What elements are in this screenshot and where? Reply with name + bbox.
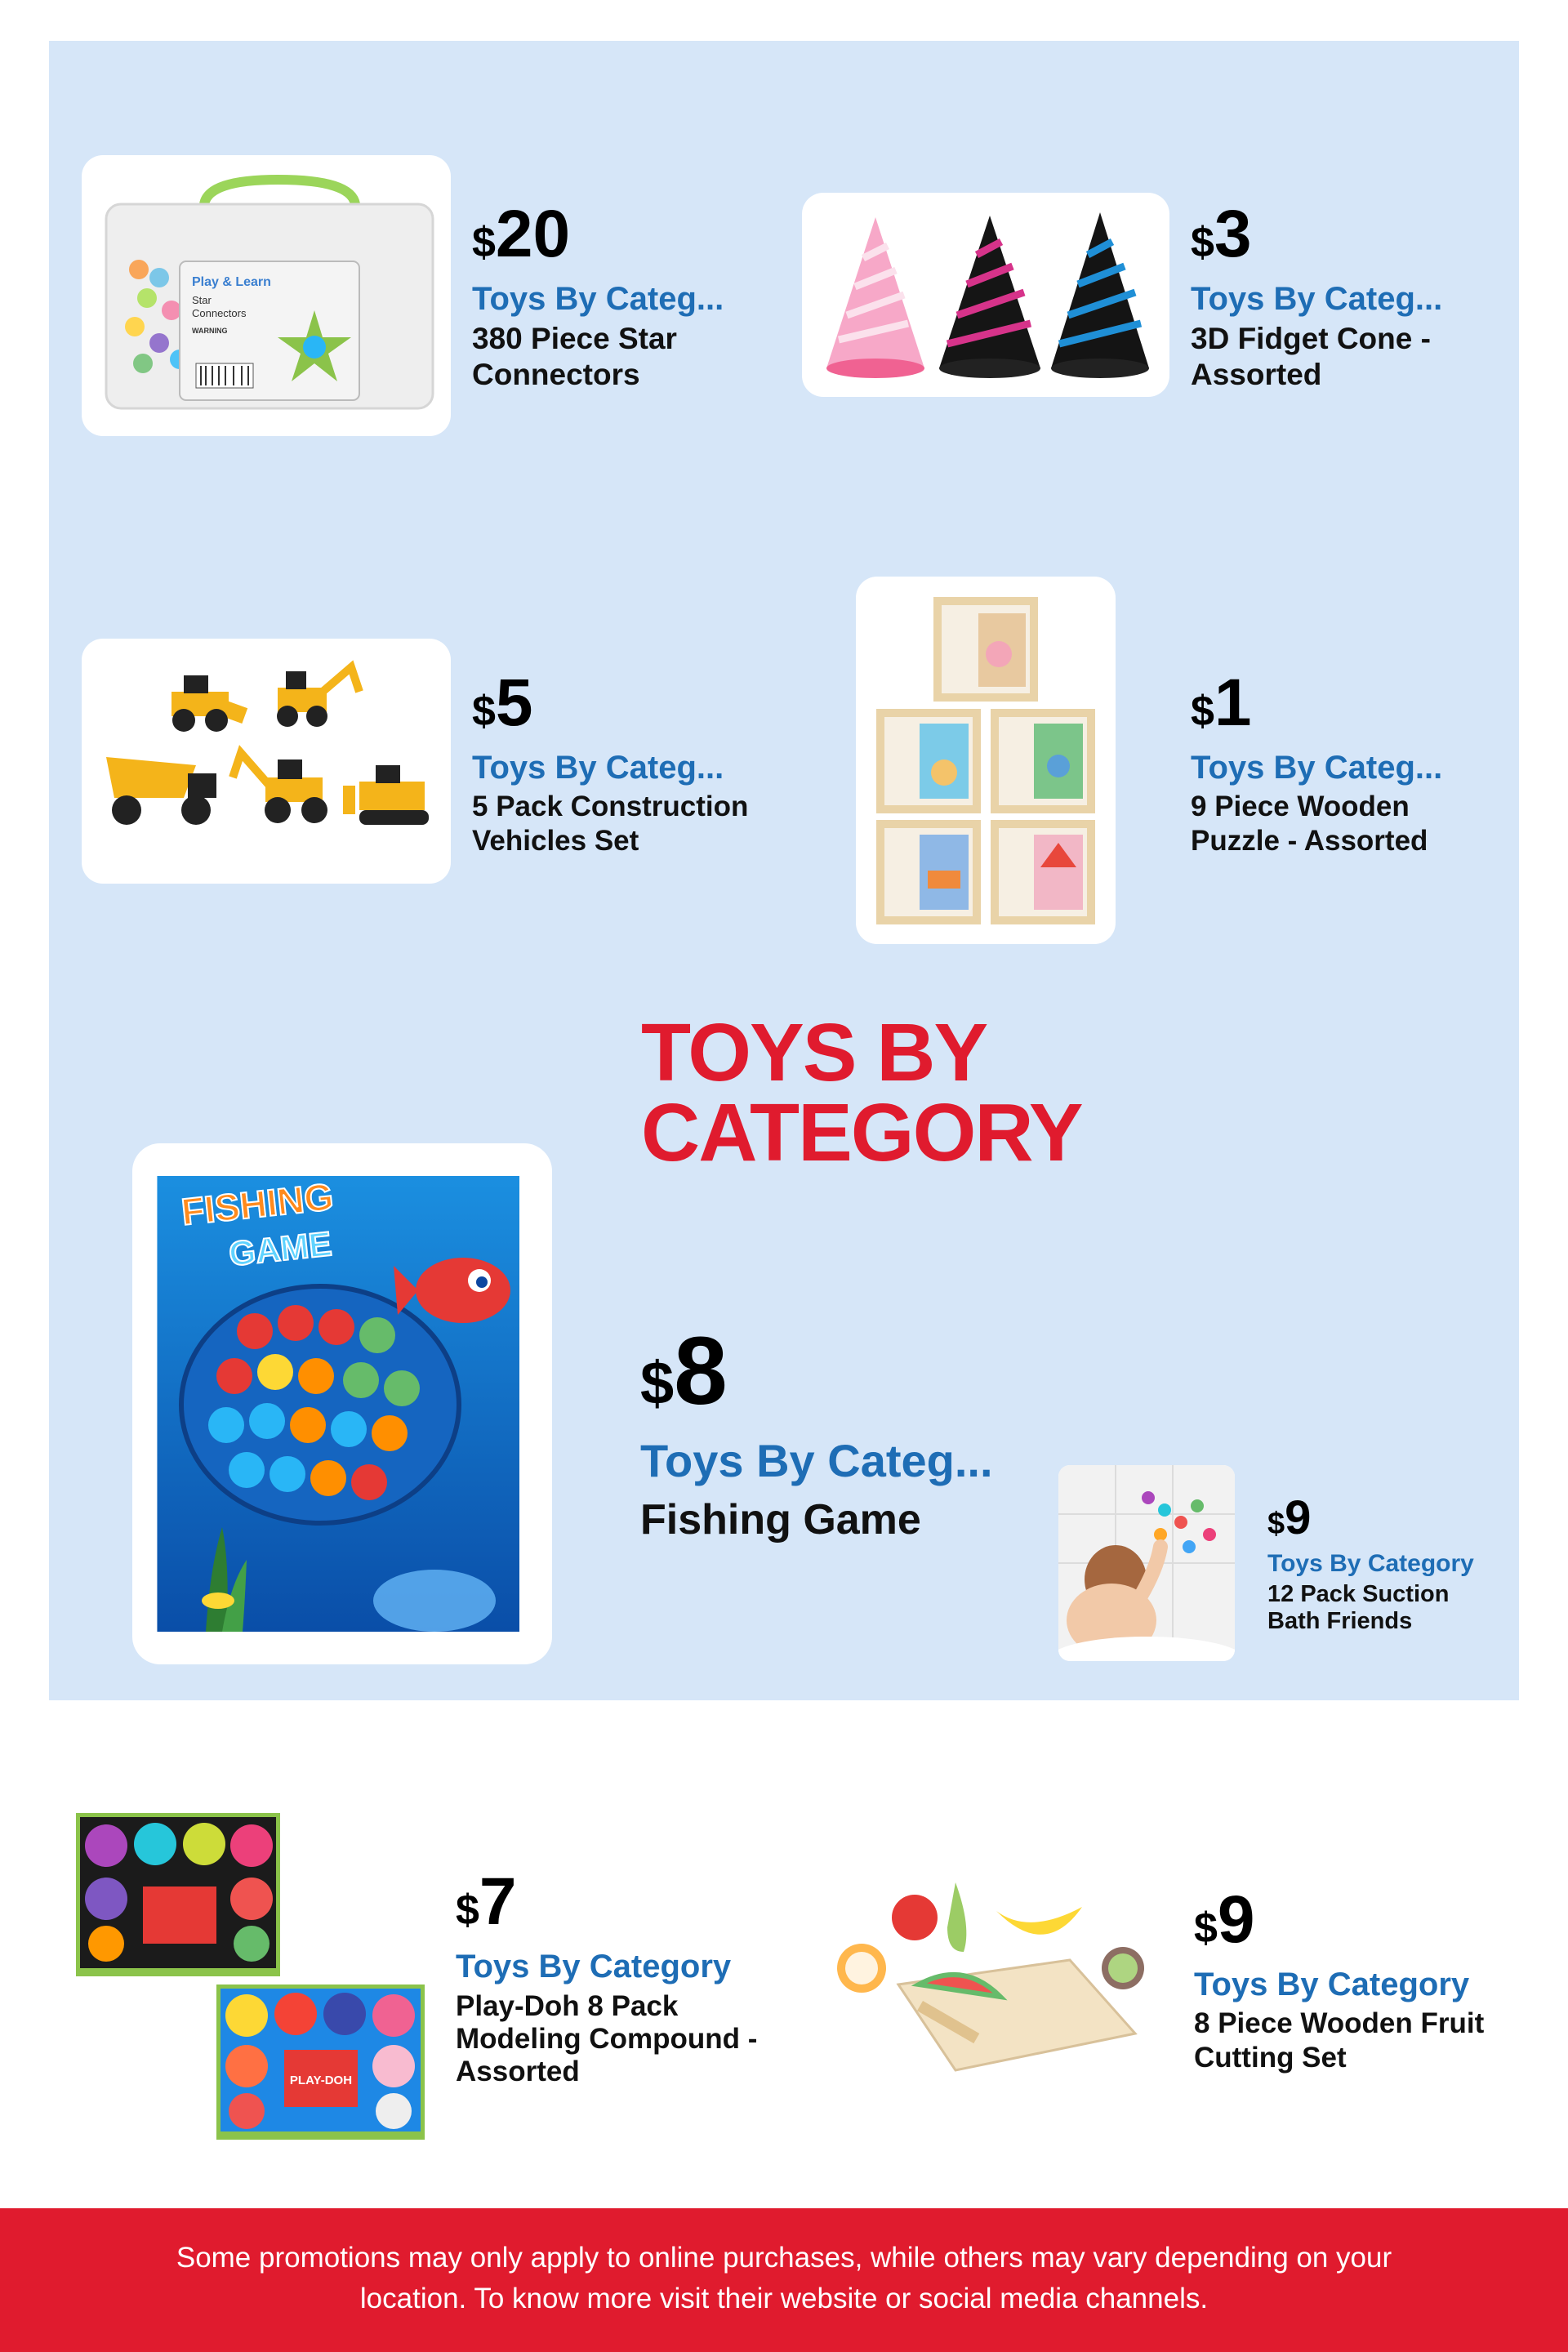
product-star-connectors[interactable] xyxy=(472,197,782,393)
product-name[interactable]: Play-Doh 8 Pack Modeling Compound - Assorted xyxy=(456,1990,758,2087)
product-playdoh[interactable] xyxy=(456,1864,782,2088)
product-wooden-puzzle[interactable] xyxy=(1191,666,1501,858)
product-name[interactable]: 9 Piece Wooden Puzzle - Assorted xyxy=(1191,791,1428,857)
product-fishing-game[interactable] xyxy=(640,1317,1065,1546)
disclaimer-text: Some promotions may only apply to online purchases, while others may vary depending on your location. To know more visit their website or social media channels. xyxy=(176,2242,1392,2314)
product-construction-vehicles[interactable] xyxy=(472,666,782,858)
product-name[interactable]: 3D Fidget Cone - Assorted xyxy=(1191,322,1431,391)
product-image-playdoh[interactable] xyxy=(74,1805,433,2140)
star-box-brand: Play & Learn xyxy=(192,275,271,289)
product-wooden-fruit[interactable] xyxy=(1194,1882,1545,2075)
wooden-puzzle-image xyxy=(856,577,1116,944)
section-headline: TOYS BY CATEGORY xyxy=(641,1007,1082,1178)
fishing-game-image xyxy=(132,1143,552,1664)
price: $9 xyxy=(1194,1882,1255,1957)
product-name[interactable]: 12 Pack Suction Bath Friends xyxy=(1267,1581,1450,1634)
category-label[interactable]: Toys By Categ... xyxy=(1191,281,1443,317)
product-image-bath-friends[interactable] xyxy=(1058,1465,1235,1661)
product-image-wooden-fruit[interactable] xyxy=(825,1862,1152,2082)
construction-vehicles-image xyxy=(82,639,451,884)
product-bath-friends[interactable] xyxy=(1267,1491,1545,1635)
price: $8 xyxy=(640,1317,728,1425)
playdoh-logo: PLAY-DOH xyxy=(289,2074,353,2087)
product-image-fishing-game[interactable] xyxy=(132,1143,552,1664)
category-label[interactable]: Toys By Category xyxy=(1267,1550,1474,1577)
product-name[interactable]: 380 Piece Star Connectors xyxy=(472,322,677,391)
price: $1 xyxy=(1191,666,1252,740)
product-image-construction-vehicles[interactable] xyxy=(82,639,451,884)
svg-text:WARNING: WARNING xyxy=(192,327,228,335)
product-fidget-cone[interactable] xyxy=(1191,197,1501,393)
category-label[interactable]: Toys By Categ... xyxy=(1191,750,1443,786)
disclaimer-footer xyxy=(0,2208,1568,2352)
price: $20 xyxy=(472,197,571,271)
svg-text:Connectors: Connectors xyxy=(192,307,247,319)
price: $7 xyxy=(456,1864,517,1939)
playdoh-image xyxy=(74,1805,433,2140)
price: $9 xyxy=(1267,1491,1312,1544)
category-label[interactable]: Toys By Categ... xyxy=(472,281,724,317)
category-label[interactable]: Toys By Category xyxy=(456,1949,732,1984)
wooden-fruit-image xyxy=(825,1862,1152,2082)
product-name[interactable]: 8 Piece Wooden Fruit Cutting Set xyxy=(1194,2007,1485,2074)
bath-friends-image xyxy=(1058,1465,1235,1661)
svg-text:GAME: GAME xyxy=(227,1224,334,1273)
fidget-cone-image xyxy=(802,193,1169,397)
category-label[interactable]: Toys By Categ... xyxy=(640,1435,993,1486)
product-image-wooden-puzzle[interactable] xyxy=(856,577,1116,944)
category-label[interactable]: Toys By Categ... xyxy=(472,750,724,786)
star-connectors-image xyxy=(82,155,451,436)
product-image-star-connectors[interactable] xyxy=(82,155,451,436)
product-name[interactable]: 5 Pack Construction Vehicles Set xyxy=(472,791,749,857)
product-image-fidget-cone[interactable] xyxy=(802,193,1169,397)
category-label[interactable]: Toys By Category xyxy=(1194,1967,1470,2002)
product-name[interactable]: Fishing Game xyxy=(640,1496,921,1544)
fishing-box-title: FISHING xyxy=(179,1174,336,1233)
price: $5 xyxy=(472,666,533,740)
price: $3 xyxy=(1191,197,1252,271)
svg-text:Star: Star xyxy=(192,294,212,306)
